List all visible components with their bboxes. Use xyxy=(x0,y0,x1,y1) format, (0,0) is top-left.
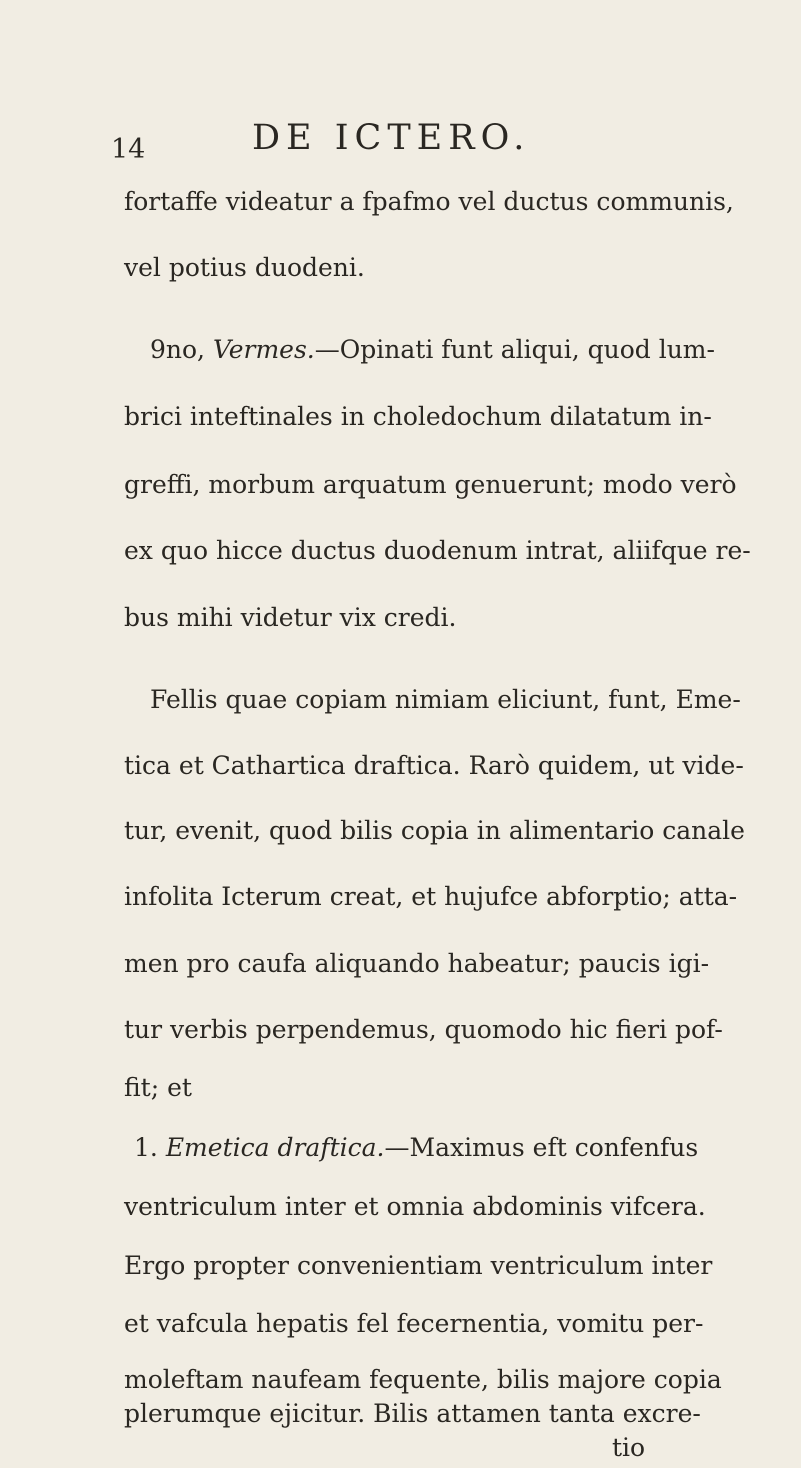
text-line: 9no, Vermes.—Opinati funt aliqui, quod lum- xyxy=(150,335,715,364)
text-line: 1. Emetica draftica.—Maximus eft confenfus xyxy=(134,1133,699,1162)
text-line: ex quo hicce ductus duodenum intrat, aliifque re- xyxy=(124,536,751,565)
text-line: tur, evenit, quod bilis copia in alimentario canale xyxy=(124,816,745,845)
text-line: tica et Cathartica draftica. Rarò quidem, ut vide- xyxy=(124,751,744,780)
text-line: et vafcula hepatis fel fecernentia, vomitu per- xyxy=(124,1309,704,1338)
section-number: 1. xyxy=(134,1133,158,1162)
section-term: Emetica draftica. xyxy=(165,1133,385,1162)
section-term: Vermes. xyxy=(212,335,315,364)
text-line: moleftam naufeam fequente, bilis majore copia xyxy=(124,1365,722,1394)
text-line: ventriculum inter et omnia abdominis vifcera. xyxy=(124,1192,706,1221)
catchword: tio xyxy=(612,1433,646,1462)
text-line: greffi, morbum arquatum genuerunt; modo verò xyxy=(124,470,737,499)
text-line: fortaffe videatur a fpafmo vel ductus communis, xyxy=(124,187,734,216)
text-line: bus mihi videtur vix credi. xyxy=(124,603,457,632)
text-line: brici inteftinales in choledochum dilatatum in- xyxy=(124,402,712,431)
text-line: Fellis quae copiam nimiam eliciunt, funt, Eme- xyxy=(150,685,741,714)
text-line: fit; et xyxy=(124,1073,192,1102)
page-number: 14 xyxy=(111,134,146,165)
text-line: infolita Icterum creat, et hujufce abforptio; atta- xyxy=(124,882,738,911)
page-header xyxy=(0,116,801,166)
text-line: plerumque ejicitur. Bilis attamen tanta excre- xyxy=(124,1399,701,1428)
text-line: tur verbis perpendemus, quomodo hic fieri pof- xyxy=(124,1015,723,1044)
text-line: vel potius duodeni. xyxy=(124,253,365,282)
text-line: men pro caufa aliquando habeatur; paucis igi- xyxy=(124,949,710,978)
section-number: 9no, xyxy=(150,335,206,364)
text-line: Ergo propter convenientiam ventriculum inter xyxy=(124,1251,713,1280)
running-head: DE ICTERO. xyxy=(252,118,531,158)
